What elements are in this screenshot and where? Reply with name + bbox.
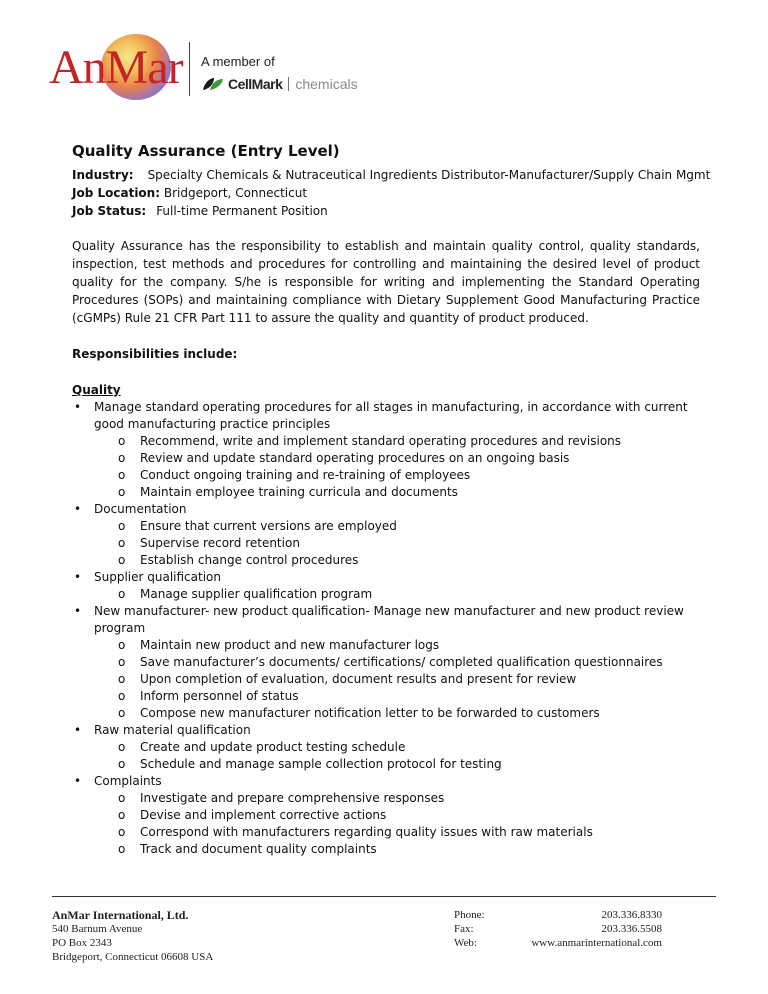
footer-address — [52, 908, 213, 964]
list-item-text: Documentation — [94, 502, 187, 516]
industry-value: Specialty Chemicals & Nutraceutical Ingredients Distributor-Manufacturer/Supply Chain Mgmt — [147, 168, 711, 182]
industry-line — [72, 166, 711, 184]
sub-list-item — [94, 756, 700, 773]
sub-item-text: Create and update product testing schedule — [140, 740, 406, 754]
sub-list-item — [94, 535, 700, 552]
bullet-icon: • — [74, 570, 82, 584]
responsibility-list — [72, 399, 700, 858]
anmar-wordmark: AnMar — [49, 41, 183, 94]
circle-bullet-icon: o — [118, 757, 126, 771]
sub-list-item — [94, 518, 700, 535]
sub-item-text: Ensure that current versions are employed — [140, 519, 397, 533]
sub-item-text: Compose new manufacturer notification letter to be forwarded to customers — [140, 706, 600, 720]
circle-bullet-icon: o — [118, 536, 126, 550]
web-link[interactable]: www.anmarinternational.com — [531, 937, 662, 949]
sub-list — [94, 739, 700, 773]
sub-item-text: Supervise record retention — [140, 536, 300, 550]
circle-bullet-icon: o — [118, 689, 126, 703]
sub-item-text: Upon completion of evaluation, document results and present for review — [140, 672, 577, 686]
sub-list-item — [94, 824, 700, 841]
sub-item-text: Establish change control procedures — [140, 553, 359, 567]
sub-list-item — [94, 450, 700, 467]
circle-bullet-icon: o — [118, 553, 126, 567]
sub-list — [94, 790, 700, 858]
circle-bullet-icon: o — [118, 434, 126, 448]
sub-item-text: Inform personnel of status — [140, 689, 299, 703]
status-value: Full-time Permanent Position — [156, 204, 328, 218]
list-item — [72, 569, 700, 603]
footer-address-line3: Bridgeport, Connecticut 06608 USA — [52, 951, 214, 963]
web-label: Web: — [454, 937, 477, 949]
circle-bullet-icon: o — [118, 825, 126, 839]
circle-bullet-icon: o — [118, 672, 126, 686]
list-item-text: New manufacturer- new product qualification- Manage new manufacturer and new product review program — [94, 604, 684, 635]
list-item — [72, 603, 700, 722]
status-label: Job Status: — [72, 204, 147, 218]
circle-bullet-icon: o — [118, 485, 126, 499]
sub-item-text: Manage supplier qualification program — [140, 587, 373, 601]
job-title: Quality Assurance (Entry Level) — [72, 142, 340, 160]
location-line — [72, 184, 700, 202]
circle-bullet-icon: o — [118, 791, 126, 805]
circle-bullet-icon: o — [118, 468, 126, 482]
sub-list-item — [94, 841, 700, 858]
logo-divider — [189, 42, 190, 96]
intro-paragraph: Quality Assurance has the responsibility to establish and maintain quality control, quality standards, inspection, test methods and procedures for controlling and maintaining the desired level of product quality for the company. S/he is responsible for writing and implementing the Standard Operating Procedures (SOPs) and maintaining compliance with Dietary Supplement Good Manufacturing Practice (cGMPs) Rule 21 CFR Part 111 to assure the quality and quantity of product produced. — [72, 239, 700, 325]
footer-contact-labels — [454, 908, 485, 950]
footer-divider — [52, 896, 716, 897]
responsibilities-heading: Responsibilities include: — [72, 347, 238, 361]
circle-bullet-icon: o — [118, 519, 126, 533]
circle-bullet-icon: o — [118, 638, 126, 652]
sub-list — [94, 433, 700, 501]
list-item-text: Complaints — [94, 774, 162, 788]
footer-address-line1: 540 Barnum Avenue — [52, 923, 143, 935]
cellmark-leaf-icon — [202, 77, 224, 91]
list-item — [72, 501, 700, 569]
circle-bullet-icon: o — [118, 451, 126, 465]
phone-label: Phone: — [454, 909, 485, 921]
job-description — [72, 142, 711, 858]
sub-item-text: Investigate and prepare comprehensive responses — [140, 791, 445, 805]
sub-list-item — [94, 688, 700, 705]
sub-item-text: Conduct ongoing training and re-training of employees — [140, 468, 471, 482]
industry-label: Industry: — [72, 168, 134, 182]
bullet-icon: • — [74, 723, 82, 737]
sub-list-item — [94, 467, 700, 484]
sub-item-text: Devise and implement corrective actions — [140, 808, 387, 822]
list-item-text: Raw material qualification — [94, 723, 251, 737]
location-value: Bridgeport, Connecticut — [163, 186, 308, 200]
status-line — [72, 202, 700, 220]
sub-item-text: Maintain employee training curricula and documents — [140, 485, 458, 499]
footer-contact-values — [508, 908, 662, 950]
circle-bullet-icon: o — [118, 587, 126, 601]
circle-bullet-icon: o — [118, 740, 126, 754]
sub-item-text: Track and document quality complaints — [140, 842, 377, 856]
anmar-logo — [45, 32, 358, 102]
cellmark-logo — [202, 76, 358, 92]
sub-list-item — [94, 654, 700, 671]
bullet-icon: • — [74, 774, 82, 788]
sub-list-item — [94, 484, 700, 501]
cellmark-suffix: chemicals — [295, 76, 358, 92]
list-item — [72, 773, 700, 858]
circle-bullet-icon: o — [118, 842, 126, 856]
circle-bullet-icon: o — [118, 706, 126, 720]
sub-list-item — [94, 433, 700, 450]
sub-list-item — [94, 637, 700, 654]
sub-list-item — [94, 739, 700, 756]
quality-heading: Quality — [72, 383, 121, 397]
bullet-icon: • — [74, 604, 82, 618]
fax-label: Fax: — [454, 923, 474, 935]
list-item-text: Supplier qualification — [94, 570, 221, 584]
sub-item-text: Save manufacturer’s documents/ certifications/ completed qualification questionnaires — [140, 655, 663, 669]
fax-value: 203.336.5508 — [601, 923, 662, 935]
sub-list-item — [94, 705, 700, 722]
circle-bullet-icon: o — [118, 808, 126, 822]
list-item-text: Manage standard operating procedures for all stages in manufacturing, in accordance with current good manufacturing practice principles — [94, 400, 688, 431]
location-label: Job Location: — [72, 186, 161, 200]
sub-item-text: Maintain new product and new manufacturer logs — [140, 638, 440, 652]
list-item — [72, 399, 700, 501]
cellmark-divider — [288, 77, 289, 91]
bullet-icon: • — [74, 502, 82, 516]
sub-list — [94, 637, 700, 722]
member-of-text: A member of — [201, 54, 275, 69]
sub-item-text: Schedule and manage sample collection protocol for testing — [140, 757, 502, 771]
sub-list-item — [94, 552, 700, 569]
cellmark-name: CellMark — [228, 76, 283, 92]
sub-item-text: Review and update standard operating procedures on an ongoing basis — [140, 451, 570, 465]
sub-list — [94, 586, 700, 603]
sub-list — [94, 518, 700, 569]
footer-address-line2: PO Box 2343 — [52, 937, 112, 949]
sub-list-item — [94, 586, 700, 603]
bullet-icon: • — [74, 400, 82, 414]
sub-list-item — [94, 790, 700, 807]
list-item — [72, 722, 700, 773]
footer-company: AnMar International, Ltd. — [52, 908, 189, 922]
phone-value: 203.336.8330 — [601, 909, 662, 921]
sub-item-text: Correspond with manufacturers regarding quality issues with raw materials — [140, 825, 593, 839]
sub-list-item — [94, 807, 700, 824]
sub-item-text: Recommend, write and implement standard operating procedures and revisions — [140, 434, 622, 448]
sub-list-item — [94, 671, 700, 688]
circle-bullet-icon: o — [118, 655, 126, 669]
